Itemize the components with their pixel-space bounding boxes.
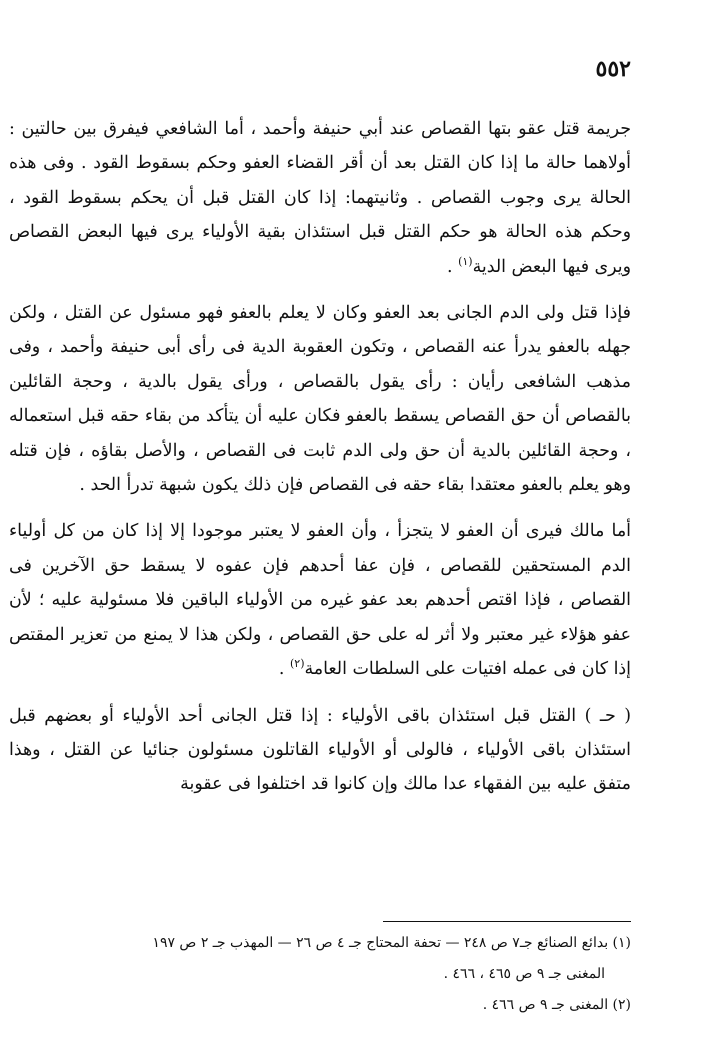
paragraph-1-text: جريمة قتل عقو بتها القصاص عند أبي حنيفة وأحمد ، أما الشافعي فيفرق بين حالتين : أولاهما حالة ما إذا كان القتل بعد أن أقر القضاء العفو وحكم بسقوط القود . وفى هذه الحالة يرى وجوب القصاص . وثانيتهما: إذا كان القتل قبل أن يحكم بسقوط القود ، وحكم هذه الحالة هو حكم القتل قبل استئذان بقية الأولياء يرى فيها البعض القصاص ويرى فيها البعض الدية	[9, 119, 631, 277]
paragraph-2-text: فإذا قتل ولى الدم الجانى بعد العفو وكان لا يعلم بالعفو فهو مسئول عن القتل ، ولكن جهله بالعفو يدرأ عنه القصاص ، وتكون العقوبة الدية فى رأى أبى حنيفة وأحمد ، وفى مذهب الشافعى رأيان : رأى يقول بالقصاص ، ورأى يقول بالدية ، وحجة القائلين بالقصاص أن حق القصاص يسقط بالعفو فكان عليه أن يتأكد من بقاء حقه قبل استعماله ، وحجة القائلين بالدية أن حق ولى الدم ثابت فى القصاص ، والأصل بقاؤه ، فإن قتله وهو يعلم بالعفو معتقدا بقاء حقه فى القصاص فإن ذلك يكون شبهة تدرأ الحد .	[9, 303, 631, 496]
footnote-2: (٢) المغنى جـ ٩ ص ٤٦٦ .	[482, 997, 631, 1013]
body-text	[9, 112, 631, 802]
paragraph-1-tail: .	[447, 256, 459, 277]
paragraph-2	[9, 296, 631, 502]
footnote-ref-1: (١)	[458, 254, 473, 268]
paragraph-4-text: ( حـ ) القتل قبل استئذان باقى الأولياء : إذا قتل الجانى أحد الأولياء أو بعضهم قبل استئذان باقى الأولياء ، فالولى أو الأولياء القاتلون مسئولون جنائيا عن القتل ، وهذا متفق عليه بين الفقهاء عدا مالك وإن كانوا قد اختلفوا فى عقوبة	[9, 705, 631, 795]
page-number: ٥٥٢	[595, 56, 631, 82]
footnote-ref-2: (٢)	[289, 657, 305, 671]
footnote-divider	[383, 921, 631, 922]
footnote-1: (١) بدائع الصنائع جـ٧ ص ٢٤٨ — تحفة المحتاج جـ ٤ ص ٢٦ — المهذب جـ ٢ ص ١٩٧	[152, 935, 631, 951]
paragraph-3-tail: .	[278, 659, 290, 680]
footnotes	[9, 928, 631, 1021]
paragraph-3-text: أما مالك فيرى أن العفو لا يتجزأ ، وأن العفو لا يعتبر موجودا إلا إذا كان من كل أولياء الدم المستحقين للقصاص ، فإن عفا أحدهم فإن عفوه لا يسقط حق الآخرين فى القصاص ، فإذا اقتص أحدهم بعد عفو غيره من الأولياء الباقين فلا مسئولية عليه ؛ لأن عفو هؤلاء غير معتبر ولا أثر له على حق القصاص ، ولكن هذا لا يمنع من تعزير المقتص إذا كان فى عمله افتيات على السلطات العامة	[9, 521, 631, 680]
paragraph-3	[9, 514, 631, 686]
paragraph-4	[9, 699, 631, 802]
paragraph-1	[9, 112, 631, 284]
footnote-1-continuation: المغنى جـ ٩ ص ٤٦٥ ، ٤٦٦ .	[443, 966, 605, 982]
